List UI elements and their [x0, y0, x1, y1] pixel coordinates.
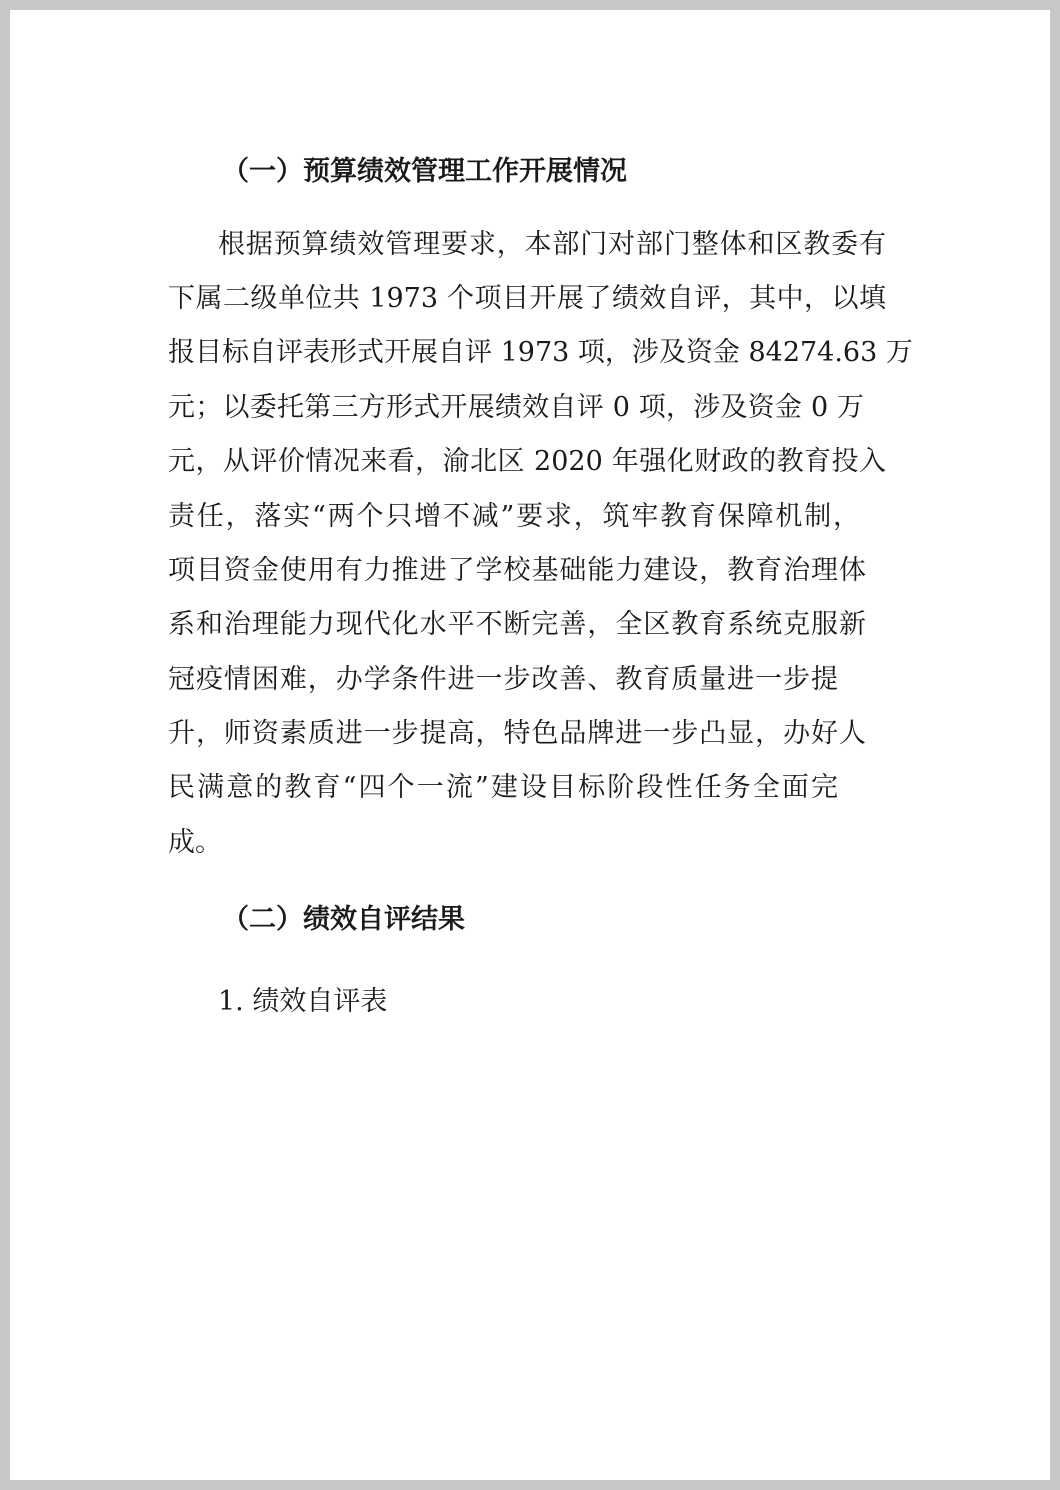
- paragraph-line: 责任，落实“两个只增不减”要求，筑牢教育保障机制，: [168, 501, 860, 532]
- paragraph-line: 项目资金使用有力推进了学校基础能力建设，教育治理体: [168, 555, 866, 586]
- section-heading-budget-performance: （一）预算绩效管理工作开展情况: [222, 156, 627, 187]
- paragraph-line: 冠疫情困难，办学条件进一步改善、教育质量进一步提: [168, 664, 838, 695]
- paragraph-line: 报目标自评表形式开展自评 1973 项，涉及资金 84274.63 万: [168, 337, 913, 368]
- paragraph-line: 元；以委托第三方形式开展绩效自评 0 项，涉及资金 0 万: [168, 392, 864, 423]
- paragraph-line: 元，从评价情况来看，渝北区 2020 年强化财政的教育投入: [168, 446, 886, 477]
- document-page: [10, 10, 1050, 1480]
- paragraph-line: 根据预算绩效管理要求，本部门对部门整体和区教委有: [218, 229, 886, 260]
- section-heading-self-evaluation-results: （二）绩效自评结果: [222, 904, 465, 935]
- paragraph-line: 民满意的教育“四个一流”建设目标阶段性任务全面完: [168, 772, 838, 803]
- paragraph-line: 系和治理能力现代化水平不断完善，全区教育系统克服新: [168, 609, 866, 640]
- paragraph-line: 升，师资素质进一步提高，特色品牌进一步凸显，办好人: [168, 718, 866, 749]
- subsection-heading-self-evaluation-table: 1. 绩效自评表: [218, 986, 388, 1017]
- paragraph-line: 下属二级单位共 1973 个项目开展了绩效自评，其中，以填: [168, 283, 886, 314]
- paragraph-line: 成。: [168, 827, 222, 858]
